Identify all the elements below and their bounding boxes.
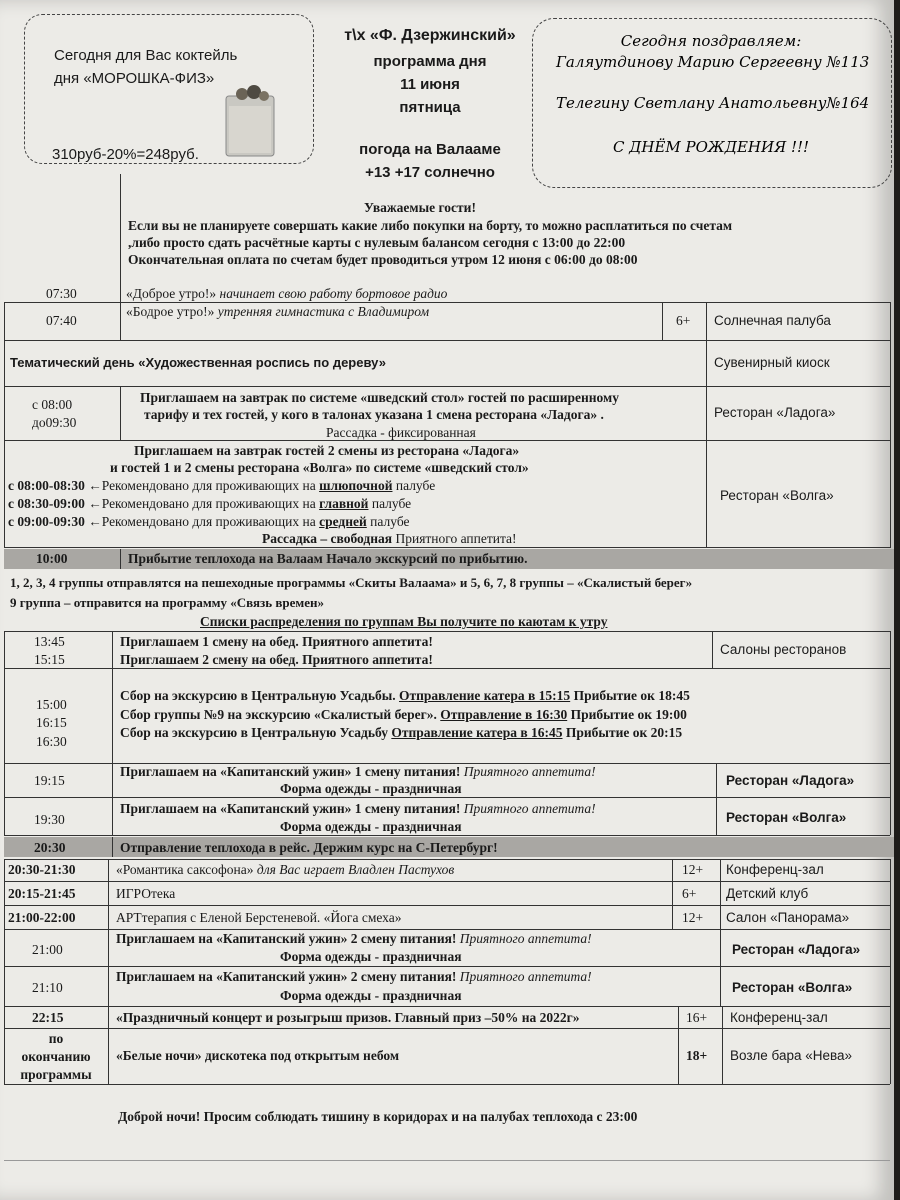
- slot3-deck: средней: [319, 514, 367, 529]
- col-line: [720, 929, 721, 1006]
- gym-row: [126, 304, 429, 320]
- col-line: [112, 631, 113, 835]
- art-text: АРТтерапия с Еленой Берстеневой. «Йога смеха»: [116, 910, 402, 925]
- time-1930: 19:30: [34, 812, 65, 827]
- dinner1930-invite: Приглашаем на «Капитанский ужин» 1 смену питания!: [120, 801, 464, 816]
- col-line: [108, 859, 109, 1084]
- breakfast1-line-3: Рассадка - фиксированная: [326, 425, 476, 440]
- birthday-wish: С ДНЁМ РОЖДЕНИЯ !!!: [612, 138, 810, 156]
- seating-type: Рассадка – свободная: [262, 531, 393, 546]
- time-exc1: 15:00: [36, 697, 67, 712]
- row-line: [4, 859, 890, 860]
- notice-line-3: Окончательная оплата по счетам будет проводиться утром 12 июня с 06:00 до 08:00: [128, 252, 638, 267]
- time-2100: 21:00: [32, 942, 63, 957]
- bottom-line: [4, 1160, 890, 1161]
- time-concert: 22:15: [32, 1010, 64, 1025]
- col-line: [120, 302, 121, 340]
- col-line: [716, 763, 717, 835]
- excursion-line-1: [120, 688, 690, 704]
- time-departure: 20:30: [34, 840, 66, 855]
- place-disco: Возле бара «Нева»: [730, 1048, 853, 1063]
- age-games: 6+: [682, 886, 697, 901]
- time-lunch1: 13:45: [34, 634, 65, 649]
- seating-wish: Приятного аппетита!: [392, 531, 517, 546]
- time-0730: 07:30: [46, 286, 77, 301]
- exc1-b: Отправление катера в 15:15: [399, 688, 571, 703]
- dinner1915-invite: Приглашаем на «Капитанский ужин» 1 смену питания!: [120, 764, 464, 779]
- place-games: Детский клуб: [726, 886, 809, 901]
- col-line: [112, 837, 113, 857]
- age-sax: 12+: [682, 862, 704, 877]
- weather-label: погода на Валааме: [359, 141, 501, 158]
- col-line: [672, 859, 673, 929]
- footer-note: Доброй ночи! Просим соблюдать тишину в коридорах и на палубах теплохода с 23:00: [118, 1109, 638, 1124]
- dinner1915-dress: Форма одежды - праздничная: [280, 781, 462, 796]
- age-art: 12+: [682, 910, 704, 925]
- time-games: 20:15-21:45: [8, 886, 76, 901]
- departure-text: Отправление теплохода в рейс. Держим курс на С-Петербург!: [120, 840, 498, 855]
- slot1-rec: ←Рекомендовано для проживающих на: [88, 478, 316, 493]
- place-gym: Солнечная палуба: [714, 313, 831, 328]
- place-sax: Конференц-зал: [726, 862, 824, 877]
- page-edge: [894, 0, 900, 1200]
- cocktail-price: 310руб-20%=248руб.: [52, 146, 199, 163]
- sax-title: «Романтика саксофона»: [116, 862, 254, 877]
- gym-desc: утренняя гимнастика с Владимиром: [214, 304, 430, 319]
- dinner2110-invite: Приглашаем на «Капитанский ужин» 2 смену питания!: [116, 969, 460, 984]
- exc1-c: Прибытие ок 18:45: [570, 688, 690, 703]
- row-line: [4, 1006, 890, 1007]
- congrats-person-1: Галяутдинову Марию Сергеевну №113: [556, 53, 870, 71]
- cocktail-line1: Сегодня для Вас коктейль: [54, 47, 238, 64]
- time-breakfast1-end: до09:30: [32, 415, 77, 430]
- col-line: [4, 631, 5, 835]
- breakfast1-line-1: Приглашаем на завтрак по системе «шведский стол» гостей по расширенному: [140, 390, 619, 405]
- breakfast2-slot-2: [8, 496, 411, 512]
- radio-title: «Доброе утро!»: [126, 286, 217, 301]
- place-dinner1915: Ресторан «Ладога»: [726, 773, 855, 788]
- place-breakfast1: Ресторан «Ладога»: [714, 405, 836, 420]
- slot3-deck-word: палубе: [366, 514, 410, 529]
- col-line: [890, 631, 891, 835]
- theme-day: Тематический день «Художественная роспись по дереву»: [10, 355, 386, 370]
- row-line: [4, 302, 890, 303]
- excursion-line-3: [120, 725, 682, 741]
- groups-line-1: 1, 2, 3, 4 группы отправлятся на пешеходные программы «Скиты Валаама» и 5, 6, 7, 8 группы – «Скалистый берег»: [10, 575, 693, 590]
- col-line: [890, 302, 891, 548]
- col-line: [4, 302, 5, 548]
- row-line: [4, 386, 890, 387]
- dinner1930-dress: Форма одежды - праздничная: [280, 819, 462, 834]
- age-disco: 18+: [686, 1048, 708, 1063]
- ship-name: т\х «Ф. Дзержинский»: [344, 27, 516, 44]
- exc2-c: Прибытие ок 19:00: [567, 707, 687, 722]
- place-concert: Конференц-зал: [730, 1010, 828, 1025]
- col-line: [662, 302, 663, 340]
- place-theme: Сувенирный киоск: [714, 355, 830, 370]
- place-dinner2110: Ресторан «Волга»: [732, 980, 853, 995]
- col-line: [120, 549, 121, 569]
- program-label: программа дня: [373, 53, 487, 70]
- notice-divider: [120, 174, 121, 302]
- dinner2110-dress: Форма одежды - праздничная: [280, 988, 462, 1003]
- exc3-c: Прибытие ок 20:15: [562, 725, 683, 740]
- row-line: [4, 1028, 890, 1029]
- notice-line-2: ,либо просто сдать расчётные карты с нулевым балансом сегодня с 13:00 до 22:00: [128, 235, 626, 250]
- exc3-a: Сбор на экскурсию в Центральную Усадьбу: [120, 725, 392, 740]
- cocktail-glass-image: [220, 82, 282, 160]
- radio-row: [126, 286, 447, 302]
- sax-desc: для Вас играет Владлен Пастухов: [253, 862, 455, 877]
- weather-value: +13 +17 солнечно: [365, 164, 495, 181]
- place-breakfast2: Ресторан «Волга»: [720, 488, 834, 503]
- age-concert: 16+: [686, 1010, 708, 1025]
- games-text: ИГРОтека: [116, 886, 176, 901]
- place-art: Салон «Панорама»: [726, 910, 850, 925]
- dinner2100-dress: Форма одежды - праздничная: [280, 949, 462, 964]
- col-line: [720, 859, 721, 929]
- exc1-a: Сбор на экскурсию в Центральную Усадьбы.: [120, 688, 400, 703]
- notice-title: Уважаемые гости!: [364, 200, 476, 215]
- row-line: [4, 929, 890, 930]
- row-line: [4, 966, 890, 967]
- dinner2100-wish: Приятного аппетита!: [459, 931, 592, 946]
- slot1-deck-word: палубе: [392, 478, 436, 493]
- row-line: [4, 905, 890, 906]
- excursion-line-2: [120, 707, 687, 723]
- lunch-line-2: Приглашаем 2 смену на обед. Приятного аппетита!: [120, 652, 433, 667]
- slot2-rec: ←Рекомендовано для проживающих на: [88, 496, 316, 511]
- dinner2110-line: [116, 969, 592, 985]
- time-arrival: 10:00: [36, 551, 68, 566]
- dinner1915-wish: Приятного аппетита!: [463, 764, 596, 779]
- time-disco-3: программы: [20, 1067, 92, 1082]
- time-sax: 20:30-21:30: [8, 862, 76, 877]
- group-lists-note: Списки распределения по группам Вы получите по каютам к утру: [200, 614, 608, 629]
- col-line: [678, 1006, 679, 1084]
- dinner2100-invite: Приглашаем на «Капитанский ужин» 2 смену питания!: [116, 931, 460, 946]
- cocktail-line2: дня «МОРОШКА-ФИЗ»: [54, 70, 215, 87]
- time-disco-1: по: [48, 1031, 64, 1046]
- row-line: [4, 668, 890, 669]
- disco-text: «Белые ночи» дискотека под открытым небом: [116, 1048, 400, 1063]
- program-weekday: пятница: [399, 99, 461, 116]
- breakfast2-line-1: Приглашаем на завтрак гостей 2 смены из ресторана «Ладога»: [134, 443, 520, 458]
- row-line: [4, 1084, 890, 1085]
- age-gym: 6+: [676, 313, 691, 328]
- congrats-person-2: Телегину Светлану Анатольевну№164: [556, 94, 870, 112]
- radio-desc: начинает свою работу бортовое радио: [216, 286, 448, 301]
- dinner1930-line: [120, 801, 596, 817]
- row-line: [4, 881, 890, 882]
- row-line: [4, 835, 890, 836]
- col-line: [722, 1006, 723, 1084]
- gym-title: «Бодрое утро!»: [126, 304, 215, 319]
- place-lunch: Салоны ресторанов: [720, 642, 847, 657]
- row-line: [4, 631, 890, 632]
- col-line: [706, 302, 707, 548]
- program-date: 11 июня: [400, 76, 460, 93]
- place-dinner2100: Ресторан «Ладога»: [732, 942, 861, 957]
- sax-text: [116, 862, 454, 878]
- exc2-b: Отправление в 16:30: [440, 707, 568, 722]
- slot2-deck-word: палубе: [368, 496, 412, 511]
- slot1-deck: шлюпочной: [319, 478, 393, 493]
- col-line: [712, 631, 713, 668]
- time-art: 21:00-22:00: [8, 910, 76, 925]
- time-disco-2: окончанию: [21, 1049, 91, 1064]
- slot2-time: с 08:30-09:00: [8, 496, 85, 511]
- slot3-rec: ←Рекомендовано для проживающих на: [88, 514, 316, 529]
- notice-line-1: Если вы не планируете совершать какие либо покупки на борту, то можно расплатиться по счетам: [128, 218, 733, 233]
- exc2-a: Сбор группы №9 на экскурсию «Скалистый берег».: [120, 707, 441, 722]
- congrats-title: Сегодня поздравляем:: [620, 32, 802, 50]
- dinner2100-line: [116, 931, 592, 947]
- slot3-time: с 09:00-09:30: [8, 514, 85, 529]
- row-line: [4, 340, 890, 341]
- breakfast2-seating: [262, 531, 517, 547]
- time-exc2: 16:15: [36, 715, 67, 730]
- breakfast2-slot-1: [8, 478, 435, 494]
- breakfast1-line-2: тарифу и тех гостей, у кого в талонах указана 1 смена ресторана «Ладога» .: [144, 407, 604, 422]
- breakfast2-line-2: и гостей 1 и 2 смены ресторана «Волга» по системе «шведский стол»: [110, 460, 529, 475]
- dinner1915-line: [120, 764, 596, 780]
- slot2-deck: главной: [319, 496, 369, 511]
- time-lunch2: 15:15: [34, 652, 65, 667]
- place-dinner1930: Ресторан «Волга»: [726, 810, 847, 825]
- time-0740: 07:40: [46, 313, 77, 328]
- col-line: [120, 386, 121, 440]
- breakfast2-slot-3: [8, 514, 410, 530]
- concert-text: «Праздничный концерт и розыгрыш призов. Главный приз –50% на 2022г»: [116, 1010, 580, 1025]
- time-exc3: 16:30: [36, 734, 67, 749]
- dinner2110-wish: Приятного аппетита!: [459, 969, 592, 984]
- lunch-line-1: Приглашаем 1 смену на обед. Приятного аппетита!: [120, 634, 433, 649]
- row-line: [4, 547, 890, 548]
- time-1915: 19:15: [34, 773, 65, 788]
- col-line: [890, 859, 891, 1084]
- time-breakfast1-start: с 08:00: [32, 397, 73, 412]
- slot1-time: с 08:00-08:30: [8, 478, 85, 493]
- arrival-text: Прибытие теплохода на Валаам Начало экскурсий по прибытию.: [128, 551, 528, 566]
- dinner1930-wish: Приятного аппетита!: [463, 801, 596, 816]
- row-line: [4, 797, 890, 798]
- groups-line-2: 9 группа – отправится на программу «Связь времен»: [10, 595, 325, 610]
- exc3-b: Отправление катера в 16:45: [391, 725, 563, 740]
- time-2110: 21:10: [32, 980, 63, 995]
